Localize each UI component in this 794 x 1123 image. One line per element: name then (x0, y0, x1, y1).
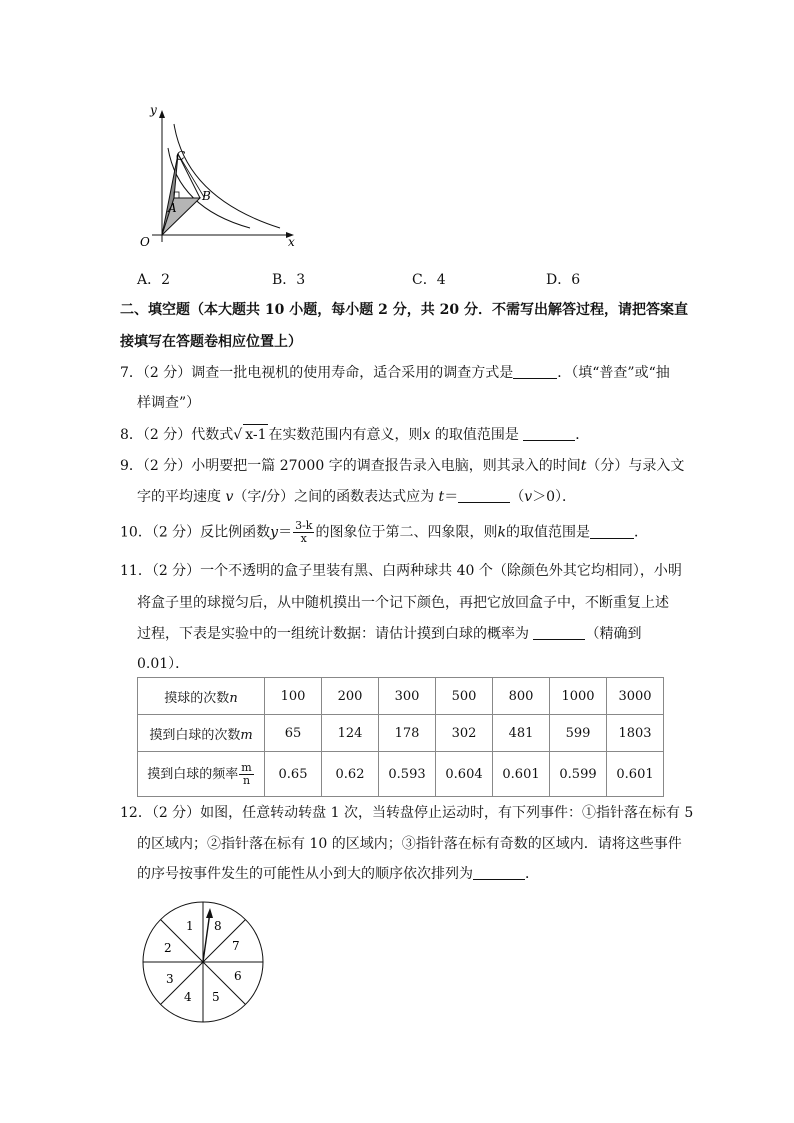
hyperbola-outer (174, 124, 280, 228)
inverse-function-graph (130, 100, 310, 250)
answer-blank[interactable] (523, 426, 575, 441)
spinner-label: 7 (232, 939, 240, 953)
table-cell: 1000 (550, 678, 607, 715)
table-row (138, 752, 664, 797)
q9-v: v (524, 489, 533, 505)
table-cell: 1803 (607, 715, 664, 752)
choice-b: B．3 (272, 272, 306, 288)
table-cell: 0.62 (322, 752, 379, 797)
sqrt-sign: √ (233, 427, 243, 443)
label-b: B (202, 189, 211, 203)
spinner-label: 2 (164, 941, 172, 955)
table-cell: 500 (436, 678, 493, 715)
choice-d: D．6 (546, 272, 581, 288)
table-cell: 178 (379, 715, 436, 752)
q8-var: x (422, 427, 431, 443)
choice-a: A．2 (137, 272, 171, 288)
table-cell: 800 (493, 678, 550, 715)
y-axis-arrow (159, 110, 165, 118)
section-heading-line2: 接填写在答题卷相应位置上） (120, 334, 302, 350)
table-cell: 65 (265, 715, 322, 752)
question-11-line2: 将盒子里的球搅匀后，从中随机摸出一个记下颜色，再把它放回盒子中，不断重复上述 (137, 595, 669, 611)
question-7-cont: 样调查”） (137, 395, 201, 411)
table-row (138, 678, 664, 715)
table-cell: 200 (322, 678, 379, 715)
table-cell: 0.599 (550, 752, 607, 797)
table-row-header: 摸到白球的频率 $\frac{m}{n}$ (138, 752, 265, 797)
q10-text-end: 的取值范围是 (505, 524, 590, 541)
question-12-line2: 的区域内；②指针落在标有 10 的区域内；③指针落在标有奇数的区域内．请将这些事件 (137, 836, 682, 852)
table-row-header: 摸球的次数n (138, 678, 265, 715)
q9-text-d: （字/分）之间的函数表达式应为 (233, 489, 435, 505)
sqrt-radicand: x-1 (243, 424, 268, 445)
spinner-label: 8 (214, 919, 222, 933)
spinner-label: 6 (234, 969, 242, 983)
q8-text: 8．（2 分）代数式 (120, 427, 234, 443)
question-10 (120, 520, 648, 545)
q9-cond: ＞0）． (532, 489, 577, 505)
spinner-wheel (140, 900, 270, 1030)
spinner-label: 1 (186, 919, 194, 933)
q9-text-end: （分）与录入文 (586, 458, 685, 474)
fraction-numerator: 3-k (295, 519, 313, 532)
q10-text-mid: 的图象位于第二、四象限，则 (315, 524, 498, 541)
label-x: x (288, 235, 295, 249)
table-cell: 300 (379, 678, 436, 715)
q11-text: 过程，下表是实验中的一组统计数据：请估计摸到白球的概率为 (137, 626, 534, 642)
question-12-line1: 12．（2 分）如图，任意转动转盘 1 次，当转盘停止运动时，有下列事件：①指针落在标有 5 (120, 805, 694, 821)
answer-blank[interactable] (590, 524, 634, 539)
q9-text: 9．（2 分）小明要把一篇 27000 字的调查报告录入电脑，则其录入的时间 (120, 458, 581, 474)
table-cell: 481 (493, 715, 550, 752)
q10-text: 10．（2 分）反比例函数 (120, 524, 271, 541)
q7-text: 7．（2 分）调查一批电视机的使用寿命，适合采用的调查方式是 (120, 365, 514, 381)
q12-text: 的序号按事件发生的可能性从小到大的顺序依次排列为 (137, 866, 473, 882)
q9-eq: ＝ (444, 489, 459, 505)
question-8 (120, 424, 589, 445)
q10-eq: ＝ (278, 524, 293, 541)
q12-period: ． (525, 866, 539, 882)
table-cell: 599 (550, 715, 607, 752)
q8-period: ． (575, 427, 590, 443)
question-9-cont (137, 487, 576, 507)
spinner-pointer-arrow (206, 908, 213, 918)
q8-text-mid: 在实数范围内有意义，则 (268, 427, 423, 443)
q10-k: k (497, 524, 506, 541)
spinner-pointer (203, 912, 210, 962)
table-cell: 0.65 (265, 752, 322, 797)
answer-blank[interactable] (458, 488, 510, 503)
spinner-label: 3 (166, 972, 174, 986)
spinner-label: 5 (212, 990, 220, 1004)
q9-text-c: 字的平均速度 (137, 489, 221, 505)
question-9 (120, 456, 684, 476)
q11-text-end: （精确到 (585, 626, 642, 642)
choice-c: C．4 (412, 272, 446, 288)
table-cell: 302 (436, 715, 493, 752)
fraction (293, 520, 314, 545)
table-cell: 3000 (607, 678, 664, 715)
table-row (138, 715, 664, 752)
question-12-line3 (137, 864, 539, 884)
answer-blank[interactable] (533, 625, 585, 640)
question-11-line3 (137, 624, 641, 644)
statistics-table (137, 677, 664, 797)
q9-t: t (438, 489, 445, 505)
question-11-line4: 0.01）． (137, 656, 190, 672)
answer-blank[interactable] (513, 364, 557, 379)
q10-y: y (270, 524, 279, 541)
table-cell: 124 (322, 715, 379, 752)
question-11-line1: 11．（2 分）一个不透明的盒子里装有黑、白两种球共 40 个（除颜色外其它均相同），小明 (120, 563, 682, 579)
table-cell: 0.601 (607, 752, 664, 797)
label-origin: O (140, 235, 150, 249)
label-y: y (150, 103, 157, 117)
table-row-header: 摸到白球的次数m (138, 715, 265, 752)
table-cell: 100 (265, 678, 322, 715)
section-heading-line1: 二、填空题（本大题共 10 小题，每小题 2 分，共 20 分．不需写出解答过程，请把答案直 (120, 302, 688, 318)
answer-blank[interactable] (473, 865, 525, 880)
label-c: C (176, 149, 186, 163)
q9-paren: （ (510, 489, 525, 505)
table-cell: 0.601 (493, 752, 550, 797)
fraction-denominator: x (300, 532, 307, 545)
q7-text-end: ．（填“普查”或“抽 (557, 365, 670, 381)
label-a: A (168, 201, 177, 215)
q9-var-v: v (225, 489, 234, 505)
q10-period: ． (633, 524, 648, 541)
fraction: $\frac{m}{n}$ (241, 760, 252, 787)
q9-var-t: t (580, 458, 587, 474)
question-7 (120, 363, 670, 383)
spinner-label: 4 (184, 990, 192, 1004)
q8-text-end: 的取值范围是 (430, 427, 524, 443)
table-cell: 0.604 (436, 752, 493, 797)
table-cell: 0.593 (379, 752, 436, 797)
